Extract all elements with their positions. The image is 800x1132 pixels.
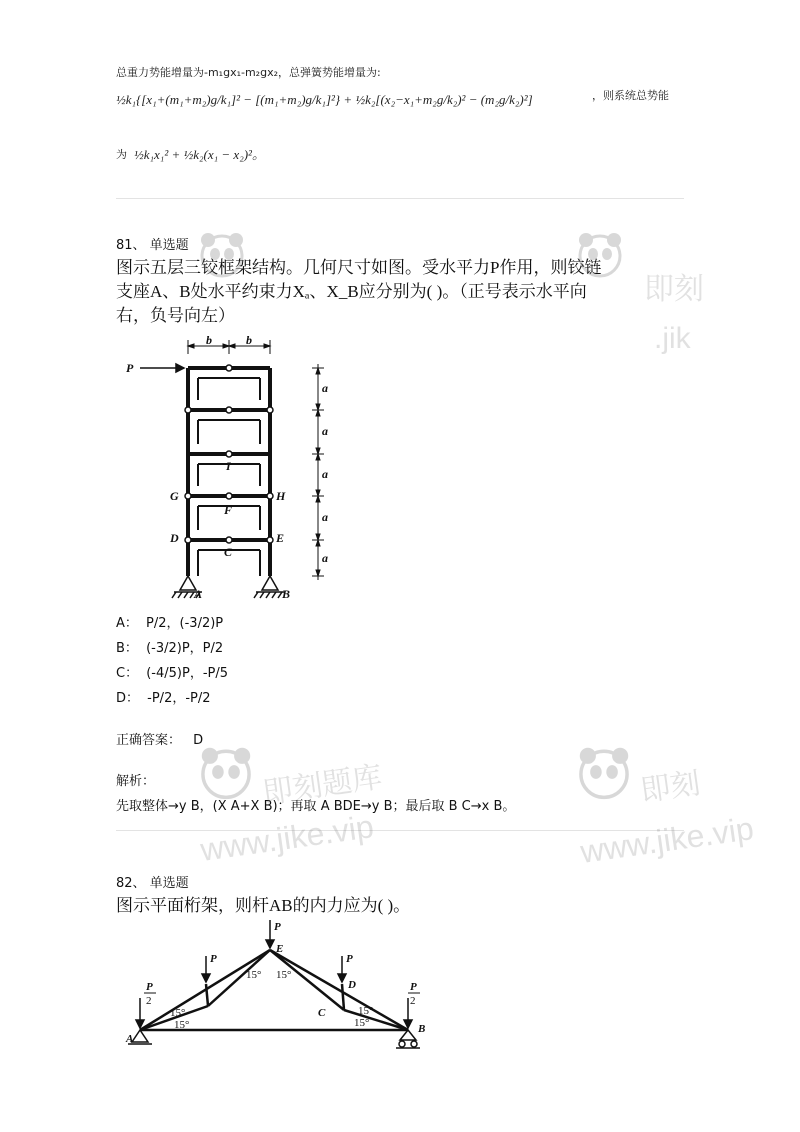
angle-label: 15°: [354, 1017, 370, 1029]
label-P: P: [126, 361, 134, 375]
angle-label: 15°: [276, 969, 292, 981]
answer-label: 正确答案：: [116, 733, 182, 748]
label-C: C: [224, 545, 233, 559]
answer-value: D: [193, 733, 204, 748]
label-a2: a: [322, 424, 328, 438]
angle-label: 15°: [246, 969, 262, 981]
option-key: B：: [116, 641, 138, 656]
label-b1: b: [206, 334, 212, 347]
label-E: E: [276, 531, 285, 545]
label-B: B: [282, 587, 291, 601]
angle-label: 15°: [174, 1019, 190, 1031]
panda-watermark-icon: [574, 742, 634, 806]
formula-tail: ，则系统总势能: [592, 89, 669, 102]
option-d[interactable]: [116, 687, 211, 706]
watermark-brand-short: 即刻: [638, 766, 703, 808]
divider: [116, 198, 684, 199]
frame-figure: [118, 334, 338, 604]
formula-result-prefix: 为: [116, 148, 127, 161]
formula-result: ½k₁x₁² + ½k₂(x₁ − x₂)²。: [134, 147, 265, 162]
watermark-url: www.jike.vip: [198, 808, 376, 868]
label-a5: a: [322, 551, 328, 565]
panda-watermark-icon: [574, 228, 626, 284]
label-D: D: [348, 979, 356, 991]
label-E: E: [276, 943, 284, 955]
label-P2-left-num: P: [146, 981, 153, 993]
label-C: C: [318, 1007, 326, 1019]
option-key: A：: [116, 616, 138, 631]
label-P2-right-num: P: [410, 981, 417, 993]
option-text: P/2，(-3/2)P: [146, 616, 224, 631]
label-B: B: [418, 1023, 426, 1035]
watermark-url: www.jike.vip: [578, 810, 756, 870]
formula-main: ½k₁{[x₁+(m₁+m₂)g/k₁]² − [(m₁+m₂)g/k₁]²} + ½k₂[(x₂−x₁+m₂g/k₂)² − (m₂g/k₂)²]: [116, 92, 533, 107]
option-c[interactable]: [116, 662, 228, 681]
option-text: (-3/2)P，P/2: [146, 641, 224, 656]
option-text: (-4/5)P，-P/5: [146, 666, 228, 681]
label-D: D: [170, 531, 179, 545]
analysis-text: 先取整体→y B，(X A+X B)；再取 A BDE→y B；最后取 B C→x B。: [116, 799, 516, 814]
label-P-right: P: [346, 953, 353, 965]
energy-line: 总重力势能增量为-m₁gx₁-m₂gx₂，总弹簧势能增量为:: [116, 66, 381, 79]
label-P2-left-den: 2: [146, 995, 152, 1007]
stem-line-1: 图示五层三铰框架结构。几何尺寸如图。受水平力P作用，则铰链: [116, 258, 602, 277]
label-H: H: [276, 489, 286, 503]
panda-watermark-icon: [196, 742, 256, 806]
panda-watermark-icon: [196, 228, 248, 284]
question-82-header: 82、 单选题: [116, 876, 189, 891]
question-82-stem: 图示平面桁架，则杆AB的内力应为( )。: [116, 896, 411, 915]
label-P2-right-den: 2: [410, 995, 416, 1007]
option-key: D：: [116, 691, 140, 706]
watermark-url-short: .jik: [654, 322, 691, 355]
label-P-left: P: [210, 953, 217, 965]
watermark-brand: 即刻题库: [260, 760, 385, 811]
option-text: -P/2，-P/2: [147, 691, 211, 706]
label-a3: a: [322, 467, 328, 481]
label-F: F: [224, 503, 233, 517]
label-a4: a: [322, 510, 328, 524]
watermark-brand-short: 即刻: [644, 273, 704, 306]
stem-line-2: 支座A、B处水平约束力Xₐ、X_B应分别为( )。（正号表示水平向: [116, 282, 587, 301]
analysis-label: 解析：: [116, 774, 156, 789]
correct-answer: [116, 729, 203, 748]
angle-label: 15°: [170, 1007, 186, 1019]
question-81-header: 81、 单选题: [116, 238, 189, 253]
label-I: I: [226, 459, 231, 473]
option-a[interactable]: [116, 612, 223, 631]
stem-line-3: 右，负号向左）: [116, 306, 235, 325]
label-G: G: [170, 489, 179, 503]
label-P-top: P: [274, 921, 281, 933]
label-a1: a: [322, 381, 328, 395]
label-A: A: [126, 1033, 134, 1045]
option-key: C：: [116, 666, 139, 681]
label-b2: b: [246, 334, 252, 347]
option-b[interactable]: [116, 637, 223, 656]
angle-label: 15°: [358, 1005, 374, 1017]
label-A: A: [194, 587, 203, 601]
truss-figure: [118, 918, 438, 1068]
